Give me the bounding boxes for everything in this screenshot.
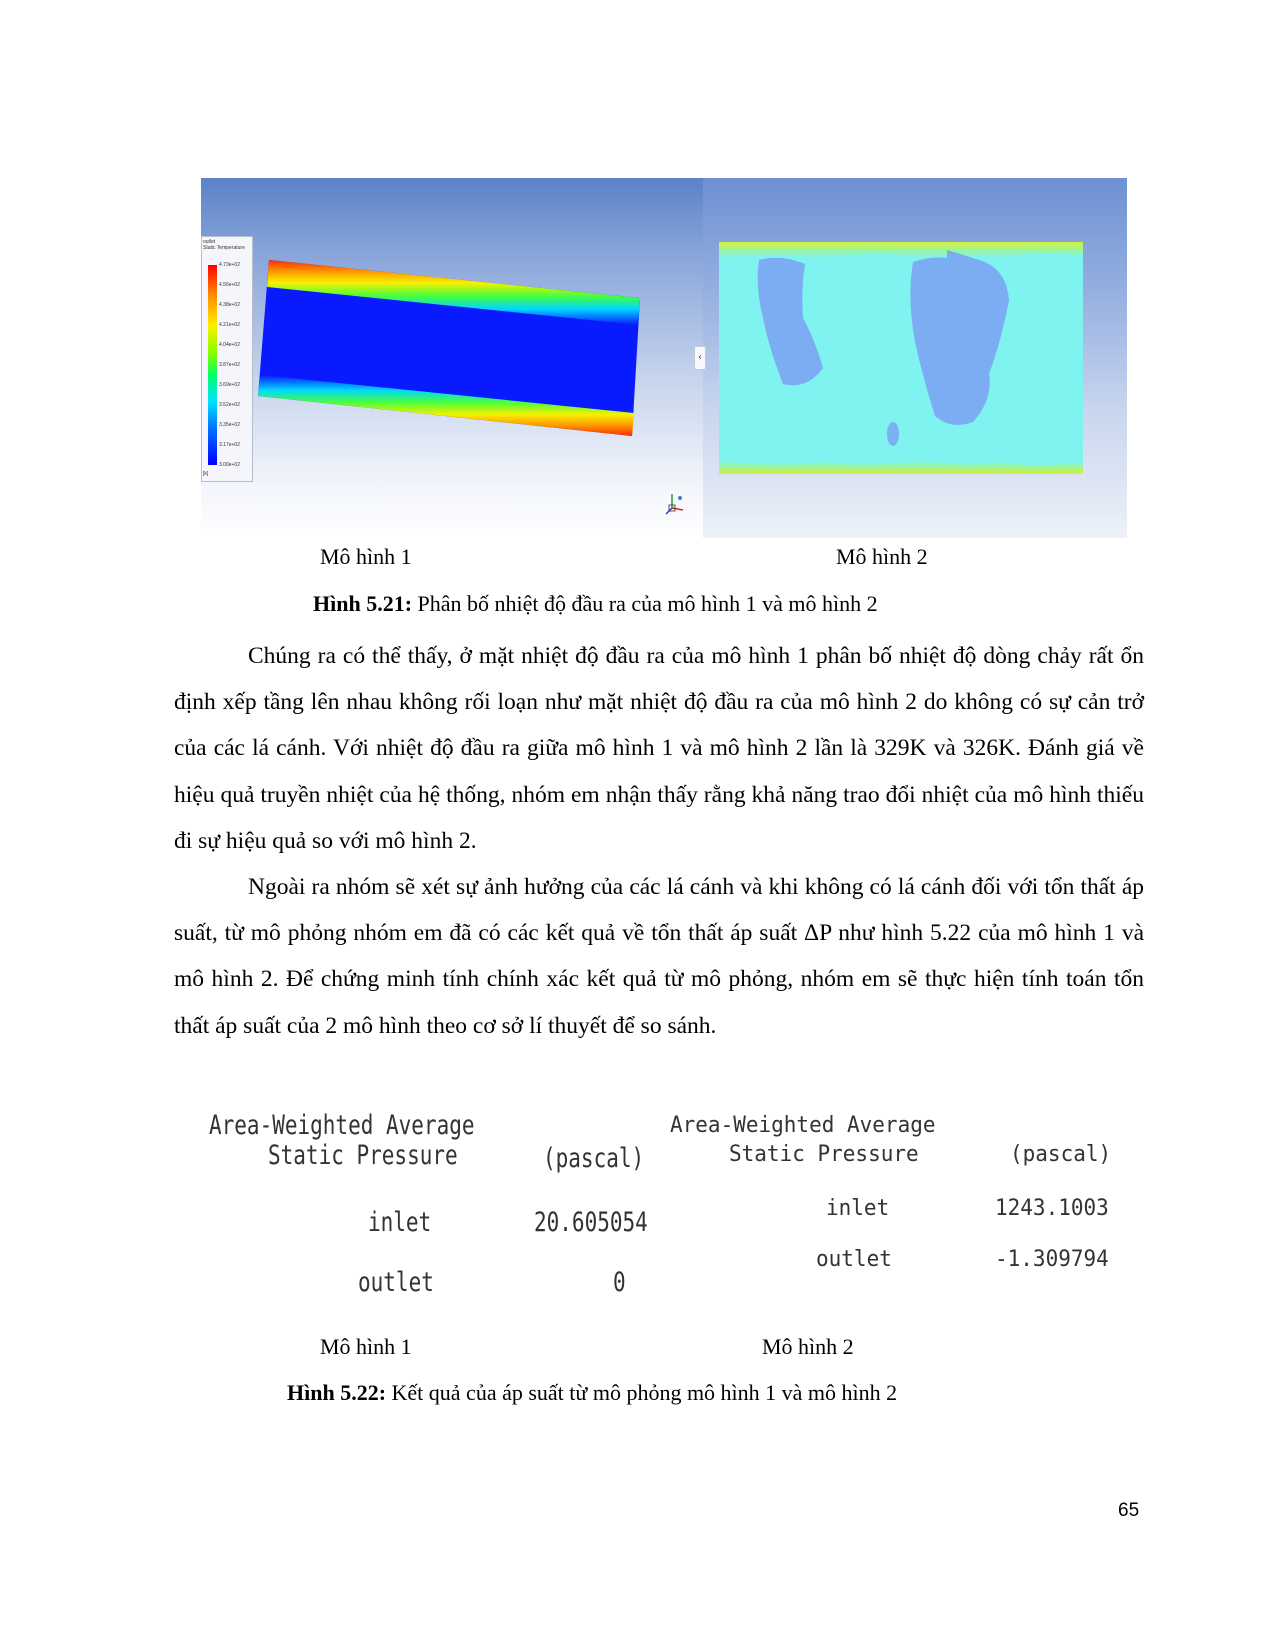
figure-5-21-label-model-2: Mô hình 2 bbox=[836, 544, 928, 569]
model-2-temperature-contour bbox=[703, 178, 1127, 538]
model-1-heading-line-2: Static Pressure bbox=[268, 1140, 458, 1170]
legend-unit: [k] bbox=[203, 471, 209, 477]
collapse-panel-button[interactable]: ‹ bbox=[694, 346, 706, 370]
legend-tick: 4.38e+02 bbox=[219, 302, 240, 308]
model-1-row-inlet-name: inlet bbox=[368, 1207, 432, 1237]
legend-tick: 4.56e+02 bbox=[219, 282, 240, 288]
page-number: 65 bbox=[1118, 1500, 1140, 1521]
caption-label: Hình 5.22: bbox=[287, 1380, 387, 1405]
paragraph-1 bbox=[174, 633, 1144, 864]
model-1-row-inlet-value: 20.605054 bbox=[534, 1207, 648, 1237]
figure-5-22-label-model-2: Mô hình 2 bbox=[762, 1334, 854, 1359]
model-2-row-outlet-name: outlet bbox=[816, 1246, 892, 1272]
paragraph-1-text: Chúng ra có thể thấy, ở mặt nhiệt độ đầu ra của mô hình 1 phân bố nhiệt độ dòng chảy rất ổn định xếp tầng lên nhau không rối loạn như mặt nhiệt độ đầu ra của mô hình 2 do không có sự cản trở của các lá cánh. Với nhiệt độ đầu ra giữa mô hình 1 và mô hình 2 lần là 329K và 326K. Đánh giá về hiệu quả truyền nhiệt của hệ thống, nhóm em nhận thấy rằng khả năng trao đổi nhiệt của mô hình thiếu đi sự hiệu quả so với mô hình 2. bbox=[174, 643, 1144, 854]
temperature-legend bbox=[201, 236, 253, 482]
legend-tick: 3.17e+02 bbox=[219, 442, 240, 448]
paragraph-2 bbox=[174, 864, 1144, 1049]
model-1-heading-line-1: Area-Weighted Average bbox=[209, 1110, 475, 1140]
legend-color-bar bbox=[208, 265, 217, 465]
paragraph-2-text: Ngoài ra nhóm sẽ xét sự ảnh hưởng của các lá cánh và khi không có lá cánh đối với tổn thất áp suất, từ mô phỏng nhóm em đã có các kết quả về tổn thất áp suất ΔP như hình 5.22 của mô hình 1 và mô hình 2. Để chứng minh tính chính xác kết quả từ mô phỏng, nhóm em sẽ thực hiện tính toán tổn thất áp suất của 2 mô hình theo cơ sở lí thuyết để so sánh. bbox=[174, 874, 1144, 1039]
legend-tick: 3.00e+02 bbox=[219, 462, 240, 468]
model-1-row-outlet-value: 0 bbox=[613, 1267, 626, 1297]
model-2-row-outlet-value: -1.309794 bbox=[995, 1246, 1109, 1272]
model-2-heading-line-2: Static Pressure bbox=[729, 1141, 919, 1167]
axis-triad-icon bbox=[663, 490, 685, 518]
caption-label: Hình 5.21: bbox=[313, 591, 413, 616]
model-1-temperature-contour bbox=[201, 178, 703, 538]
caption-text: Phân bố nhiệt độ đầu ra của mô hình 1 và mô hình 2 bbox=[412, 591, 878, 616]
figure-5-21-caption bbox=[313, 591, 878, 617]
figure-5-22-caption bbox=[287, 1380, 897, 1406]
figure-5-21-label-model-1: Mô hình 1 bbox=[320, 544, 412, 569]
legend-tick: 3.35e+02 bbox=[219, 422, 240, 428]
legend-tick: 3.52e+02 bbox=[219, 402, 240, 408]
legend-tick: 3.87e+02 bbox=[219, 362, 240, 368]
legend-ticks bbox=[219, 262, 251, 468]
figure-5-22-label-model-1: Mô hình 1 bbox=[320, 1334, 412, 1359]
caption-text: Kết quả của áp suất từ mô phỏng mô hình 1 và mô hình 2 bbox=[386, 1380, 898, 1405]
model-1-unit: (pascal) bbox=[543, 1143, 645, 1173]
legend-tick: 3.69e+02 bbox=[219, 382, 240, 388]
model-2-row-inlet-value: 1243.1003 bbox=[995, 1195, 1109, 1221]
model-2-heading-line-1: Area-Weighted Average bbox=[670, 1112, 936, 1138]
model-2-unit: (pascal) bbox=[1010, 1141, 1112, 1167]
legend-tick: 4.73e+02 bbox=[219, 262, 240, 268]
legend-title: outlet Static Temperature bbox=[203, 239, 245, 251]
model-1-row-outlet-name: outlet bbox=[358, 1267, 434, 1297]
model-2-row-inlet-name: inlet bbox=[826, 1195, 890, 1221]
legend-tick: 4.04e+02 bbox=[219, 342, 240, 348]
figure-5-21 bbox=[201, 178, 1127, 538]
legend-tick: 4.21e+02 bbox=[219, 322, 240, 328]
